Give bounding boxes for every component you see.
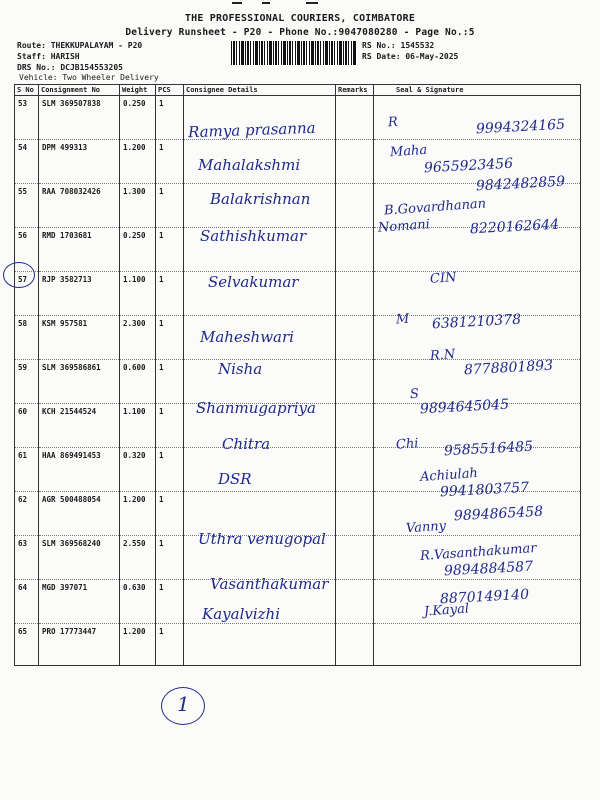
pcs-cell: 1 <box>156 536 184 580</box>
remarks-cell <box>336 360 374 404</box>
vehicle-label: Vehicle: Two Wheeler Delivery <box>19 73 159 82</box>
sno-cell: 60 <box>15 404 39 448</box>
signature: CIN <box>429 270 457 287</box>
remarks-cell <box>336 536 374 580</box>
signature: R.Vasanthakumar <box>419 540 537 564</box>
consignment-cell: MGD 397071 <box>39 580 120 624</box>
weight-cell: 1.300 <box>120 184 156 228</box>
consignment-cell: AGR 500488054 <box>39 492 120 536</box>
table-header-row <box>15 85 581 96</box>
consignee-handwritten-name: Ramya prasanna <box>187 118 316 142</box>
handwritten-phone: 9842482859 <box>475 173 566 195</box>
weight-cell: 2.550 <box>120 536 156 580</box>
header-weight: Weight <box>120 85 156 96</box>
consignee-handwritten-name: Shanmugapriya <box>196 398 316 417</box>
signature: Achiulah <box>419 465 479 485</box>
signature: Maha <box>389 142 428 160</box>
consignee-cell <box>184 624 336 666</box>
consignee-handwritten-name: Kayalvizhi <box>202 605 280 623</box>
sno-cell: 56 <box>15 228 39 272</box>
weight-cell: 0.250 <box>120 228 156 272</box>
sno-cell: 59 <box>15 360 39 404</box>
handwritten-phone: 9941803757 <box>439 479 530 500</box>
pcs-cell: 1 <box>156 228 184 272</box>
consignment-cell: SLM 369586861 <box>39 360 120 404</box>
consignee-cell <box>184 492 336 536</box>
handwritten-phone: 8778801893 <box>463 357 554 379</box>
weight-cell: 2.300 <box>120 316 156 360</box>
scan-mark <box>232 2 242 4</box>
scan-mark <box>306 2 318 4</box>
rs-number: RS No.: 1545532 <box>362 41 435 50</box>
header-remarks: Remarks <box>336 85 374 96</box>
sno-cell: 53 <box>15 96 39 140</box>
remarks-cell <box>336 272 374 316</box>
rs-date: RS Date: 06-May-2025 <box>362 52 459 61</box>
remarks-cell <box>336 580 374 624</box>
sno-cell: 62 <box>15 492 39 536</box>
route-label: Route: THEKKUPALAYAM - P20 <box>17 41 143 50</box>
staff-label: Staff: HARISH <box>17 52 80 61</box>
header-seal: Seal & Signature <box>374 85 581 96</box>
consignment-cell: SLM 369568240 <box>39 536 120 580</box>
remarks-cell <box>336 404 374 448</box>
pcs-cell: 1 <box>156 316 184 360</box>
weight-cell: 1.100 <box>120 404 156 448</box>
consignee-handwritten-name: Uthra venugopal <box>198 530 326 548</box>
table-row <box>15 624 581 666</box>
pcs-cell: 1 <box>156 272 184 316</box>
consignee-handwritten-name: Nisha <box>218 360 263 378</box>
weight-cell: 1.200 <box>120 140 156 184</box>
consignee-handwritten-name: DSR <box>218 469 252 488</box>
signature: Chi <box>395 436 419 453</box>
handwritten-phone: 9585516485 <box>443 438 534 460</box>
sno-cell: 58 <box>15 316 39 360</box>
remarks-cell <box>336 140 374 184</box>
company-title: THE PROFESSIONAL COURIERS, COIMBATORE <box>184 13 416 24</box>
handwritten-phone: 9894645045 <box>419 396 510 417</box>
handwritten-phone: 6381210378 <box>431 311 522 332</box>
consignment-cell: DPM 499313 <box>39 140 120 184</box>
weight-cell: 0.630 <box>120 580 156 624</box>
weight-cell: 0.320 <box>120 448 156 492</box>
pcs-cell: 1 <box>156 404 184 448</box>
pcs-cell: 1 <box>156 448 184 492</box>
consignee-handwritten-name: Selvakumar <box>208 273 299 291</box>
sno-cell: 57 <box>15 272 39 316</box>
header-pcs: PCS <box>156 85 184 96</box>
consignee-handwritten-name: Sathishkumar <box>200 226 307 245</box>
barcode <box>231 41 357 65</box>
seal-cell <box>374 272 581 316</box>
consignee-handwritten-name: Maheshwari <box>200 327 294 346</box>
sno-cell: 64 <box>15 580 39 624</box>
remarks-cell <box>336 184 374 228</box>
page-mark-text: 1 <box>177 692 190 716</box>
remarks-cell <box>336 624 374 666</box>
handwritten-phone: 9655923456 <box>423 155 514 176</box>
signature: M <box>395 311 410 327</box>
sno-cell: 61 <box>15 448 39 492</box>
pcs-cell: 1 <box>156 96 184 140</box>
pcs-cell: 1 <box>156 580 184 624</box>
signature: J.Kayal <box>423 601 470 620</box>
remarks-cell <box>336 448 374 492</box>
signature: B.Govardhanan <box>383 196 487 219</box>
pcs-cell: 1 <box>156 624 184 666</box>
pen-circle-row-57 <box>3 262 35 288</box>
sno-cell: 54 <box>15 140 39 184</box>
consignment-cell: RJP 3582713 <box>39 272 120 316</box>
consignee-handwritten-name: Balakrishnan <box>210 190 311 208</box>
scan-mark <box>262 2 270 4</box>
signature: S <box>409 386 420 402</box>
handwritten-phone: 8220162644 <box>469 216 560 237</box>
handwritten-phone: 9994324165 <box>475 116 566 138</box>
runsheet-subtitle: Delivery Runsheet - P20 - Phone No.:9047080280 - Page No.:5 <box>125 27 475 38</box>
consignee-cell <box>184 448 336 492</box>
remarks-cell <box>336 228 374 272</box>
signature: Nomani <box>377 216 431 236</box>
header-consignee: Consignee Details <box>184 85 336 96</box>
pcs-cell: 1 <box>156 360 184 404</box>
header-consignment: Consignment No <box>39 85 120 96</box>
consignment-cell: RMD 1703681 <box>39 228 120 272</box>
drs-label: DRS No.: DCJB154553205 <box>17 63 123 72</box>
weight-cell: 1.100 <box>120 272 156 316</box>
consignment-cell: SLM 369507838 <box>39 96 120 140</box>
signature: R <box>387 114 399 131</box>
weight-cell: 1.200 <box>120 492 156 536</box>
seal-cell <box>374 624 581 666</box>
consignment-cell: PRO 17773447 <box>39 624 120 666</box>
pcs-cell: 1 <box>156 140 184 184</box>
consignee-handwritten-name: Mahalakshmi <box>198 155 301 174</box>
pcs-cell: 1 <box>156 492 184 536</box>
signature: R.N <box>429 347 456 364</box>
header-sno: S No <box>15 85 39 96</box>
handwritten-phone: 9894884587 <box>443 558 534 579</box>
remarks-cell <box>336 492 374 536</box>
consignment-cell: RAA 708032426 <box>39 184 120 228</box>
handwritten-phone: 9894865458 <box>453 503 544 525</box>
remarks-cell <box>336 316 374 360</box>
consignment-cell: KCH 21544524 <box>39 404 120 448</box>
weight-cell: 1.200 <box>120 624 156 666</box>
pcs-cell: 1 <box>156 184 184 228</box>
consignment-cell: HAA 869491453 <box>39 448 120 492</box>
handwritten-phone: 8870149140 <box>439 586 530 608</box>
sno-cell: 65 <box>15 624 39 666</box>
consignee-handwritten-name: Chitra <box>222 435 271 453</box>
weight-cell: 0.600 <box>120 360 156 404</box>
consignment-cell: KSM 957581 <box>39 316 120 360</box>
signature: Vanny <box>405 518 447 537</box>
weight-cell: 0.250 <box>120 96 156 140</box>
consignee-handwritten-name: Vasanthakumar <box>210 574 329 593</box>
sno-cell: 55 <box>15 184 39 228</box>
remarks-cell <box>336 96 374 140</box>
sno-cell: 63 <box>15 536 39 580</box>
